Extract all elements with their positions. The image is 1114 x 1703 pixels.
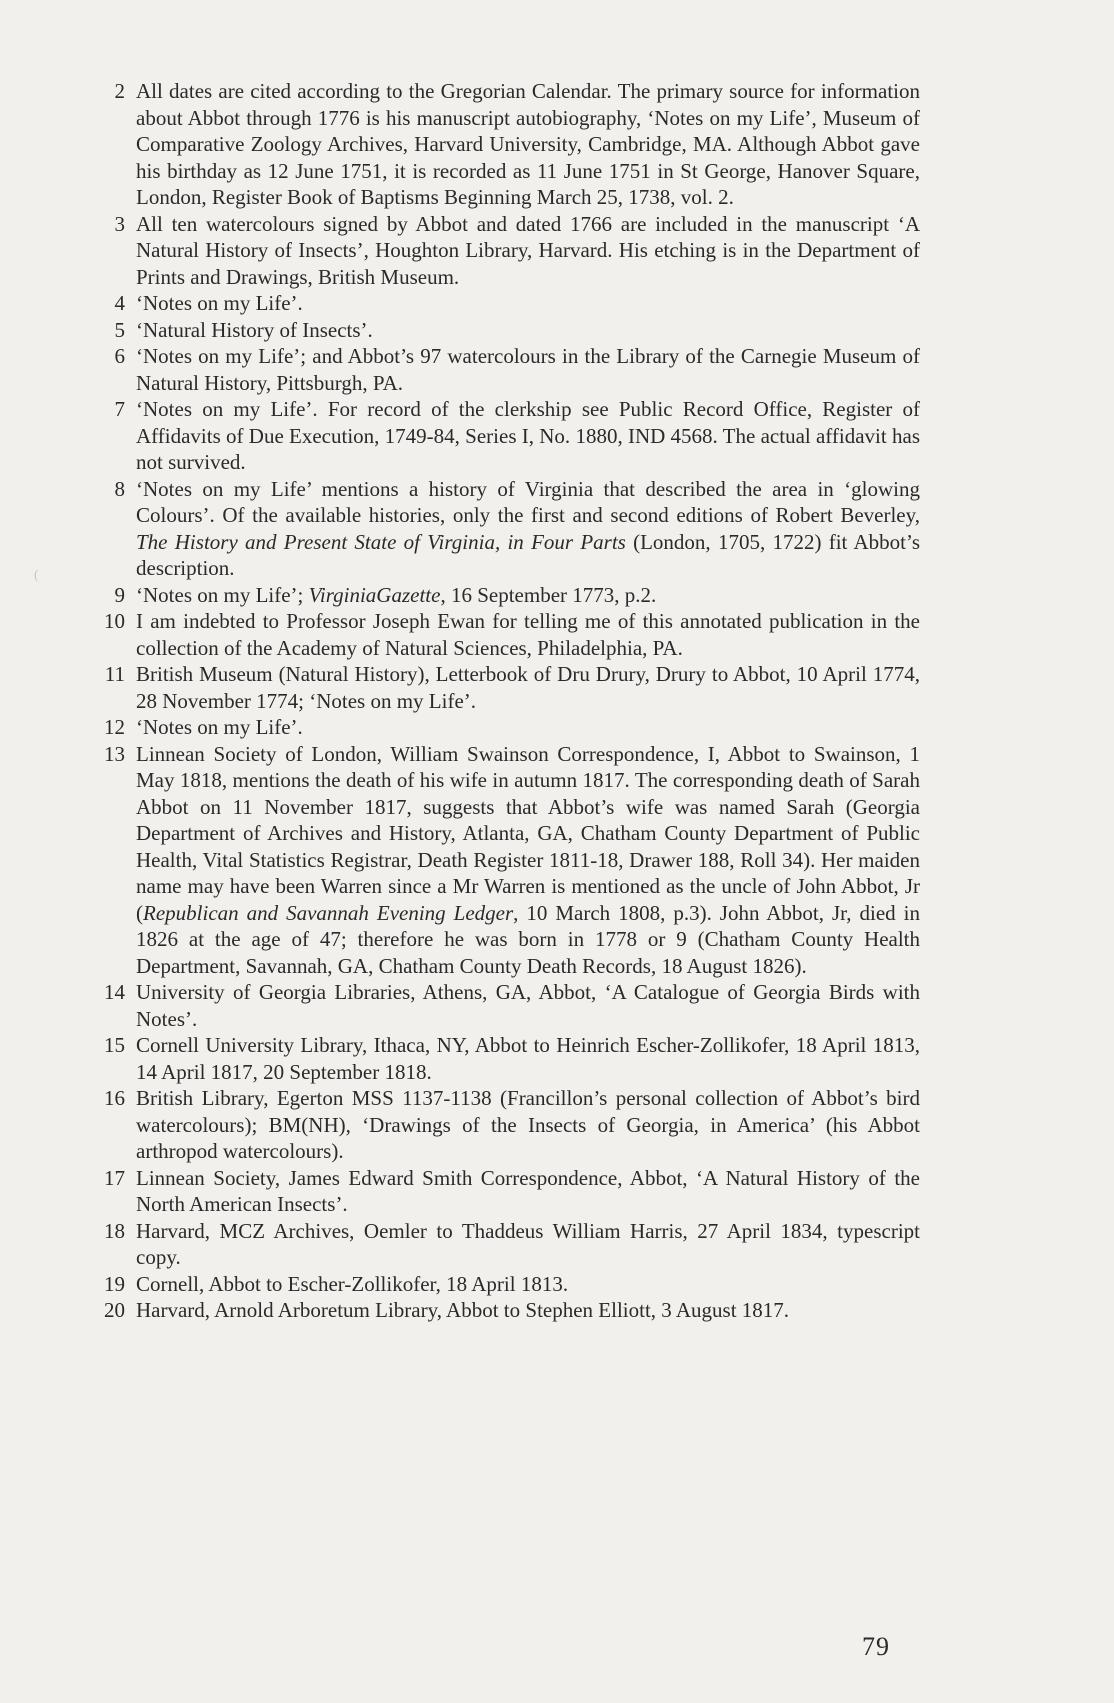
endnote-text-segment: Linnean Society of London, William Swainson Correspondence, I, Abbot to Swainson, 1 May 1818, mentions the death of his wife in autumn 1817. The corresponding death of Sarah Abbot on 11 November 1817, suggests that Abbot’s wife was named Sarah (Georgia Department of Archives and History, Atlanta, GA, Chatham County Department of Public Health, Vital Statistics Registrar, Death Register 1811-18, Drawer 188, Roll 34). Her maiden name may have been Warren since a Mr Warren is mentioned as the uncle of John Abbot, Jr (: [136, 741, 920, 925]
italic-title: VirginiaGazette: [308, 582, 441, 607]
endnote-text-segment: Cornell University Library, Ithaca, NY, Abbot to Heinrich Escher-Zollikofer, 18 April 1813, 14 April 1817, 20 September 1818.: [136, 1033, 920, 1084]
endnote-number: 18: [104, 1218, 125, 1243]
endnote-text: [136, 582, 920, 609]
endnote-text-segment: ‘Notes on my Life’; and Abbot’s 97 watercolours in the Library of the Carnegie Museum of Natural History, Pittsburgh, PA.: [136, 344, 920, 395]
endnote-text: [136, 476, 920, 582]
endnote-number: 19: [104, 1271, 125, 1296]
endnote-text-segment: ‘Notes on my Life’ mentions a history of Virginia that described the area in ‘glowing Colours’. Of the available histories, only the first and second editions of Robert Beverley,: [136, 476, 920, 527]
endnote-text-segment: I am indebted to Professor Joseph Ewan for telling me of this annotated publication in the collection of the Academy of Natural Sciences, Philadelphia, PA.: [136, 609, 920, 660]
endnote-text-segment: ‘Notes on my Life’.: [136, 715, 303, 739]
endnotes-list: [98, 78, 920, 1324]
endnote-text-segment: Linnean Society, James Edward Smith Correspondence, Abbot, ‘A Natural History of the North American Insects’.: [136, 1165, 920, 1216]
endnote: [98, 582, 920, 609]
endnote-text: [136, 1297, 920, 1324]
endnote-text: [136, 608, 920, 661]
endnote-text-segment: ‘Notes on my Life’. For record of the clerkship see Public Record Office, Register of Affidavits of Due Execution, 1749-84, Series I, No. 1880, IND 4568. The actual affidavit has not survived.: [136, 397, 920, 474]
endnote: [98, 1218, 920, 1271]
endnote-text-segment: British Museum (Natural History), Letterbook of Dru Drury, Drury to Abbot, 10 April 1774, 28 November 1774; ‘Notes on my Life’.: [136, 662, 920, 713]
endnote-text: [136, 396, 920, 476]
endnote-number: 13: [104, 741, 125, 766]
endnote-text-segment: ‘Notes on my Life’.: [136, 291, 303, 315]
endnote-text: [136, 714, 920, 741]
endnote-number: 4: [114, 291, 125, 315]
italic-title: Republican and Savannah Evening Ledger: [143, 900, 514, 925]
endnote-text-segment: University of Georgia Libraries, Athens, GA, Abbot, ‘A Catalogue of Georgia Birds with Notes’.: [136, 980, 920, 1031]
endnote-number: 8: [114, 476, 125, 501]
endnote-number: 10: [104, 609, 125, 633]
endnote-text: [136, 78, 920, 211]
endnote-number: 9: [114, 582, 125, 607]
endnote: [98, 1032, 920, 1085]
endnote-text-segment: Harvard, MCZ Archives, Oemler to Thaddeus William Harris, 27 April 1834, typescript copy.: [136, 1218, 920, 1269]
endnote-number: 7: [114, 397, 125, 421]
endnote: [98, 317, 920, 344]
endnote-text-segment: British Library, Egerton MSS 1137-1138 (Francillon’s personal collection of Abbot’s bird watercolours); BM(NH), ‘Drawings of the Insects of Georgia, in America’ (his Abbot arthropod watercolours).: [136, 1086, 920, 1163]
endnote-text-segment: (London, 1705, 1722) fit Abbot’s description.: [136, 529, 920, 580]
endnote-text-segment: ‘Natural History of Insects’.: [136, 317, 373, 342]
endnote-text: [136, 290, 920, 317]
endnote: [98, 741, 920, 980]
endnote: [98, 211, 920, 291]
endnote-number: 14: [104, 980, 125, 1004]
endnote: [98, 608, 920, 661]
endnote-text: [136, 1165, 920, 1218]
endnote-text: [136, 1271, 920, 1298]
margin-mark: (: [34, 568, 39, 583]
endnote-text-segment: Harvard, Arnold Arboretum Library, Abbot to Stephen Elliott, 3 August 1817.: [136, 1298, 790, 1322]
endnote-text: [136, 343, 920, 396]
endnote-number: 15: [104, 1033, 125, 1057]
endnote-text: [136, 1085, 920, 1165]
endnote-text: [136, 661, 920, 714]
endnote-number: 20: [104, 1298, 125, 1322]
endnote-text: [136, 1218, 920, 1271]
endnote-text: [136, 317, 920, 344]
endnote-text-segment: All dates are cited according to the Gregorian Calendar. The primary source for information about Abbot through 1776 is his manuscript autobiography, ‘Notes on my Life’, Museum of Comparative Zoology Archives, Harvard University, Cambridge, MA. Although Abbot gave his birthday as 12 June 1751, it is recorded as 11 June 1751 in St George, Hanover Square, London, Register Book of Baptisms Beginning March 25, 1738, vol. 2.: [136, 79, 920, 209]
endnote-number: 5: [114, 317, 125, 342]
endnote: [98, 1085, 920, 1165]
endnote-text-segment: , 16 September 1773, p.2.: [440, 582, 657, 607]
endnote-text-segment: All ten watercolours signed by Abbot and dated 1766 are included in the manuscript ‘A Natural History of Insects’, Houghton Library, Harvard. His etching is in the Department of Prints and Drawings, British Museum.: [136, 211, 920, 289]
endnote: [98, 1297, 920, 1324]
endnote-number: 11: [104, 662, 125, 686]
endnote-text-segment: ‘Notes on my Life’;: [136, 582, 309, 607]
endnote: [98, 343, 920, 396]
endnote-text: [136, 1032, 920, 1085]
italic-title: The History and Present State of Virginia, in Four Parts: [136, 529, 626, 554]
endnote-number: 16: [104, 1086, 125, 1110]
endnote-number: 3: [114, 211, 125, 236]
endnote-number: 17: [104, 1165, 125, 1190]
endnote-number: 12: [104, 715, 125, 739]
endnote: [98, 979, 920, 1032]
endnote: [98, 714, 920, 741]
page-number: 79: [862, 1632, 890, 1661]
endnote: [98, 1271, 920, 1298]
endnote: [98, 1165, 920, 1218]
endnote-number: 6: [114, 344, 125, 368]
endnote-text-segment: Cornell, Abbot to Escher-Zollikofer, 18 April 1813.: [136, 1271, 569, 1296]
endnote: [98, 290, 920, 317]
endnote-text: [136, 979, 920, 1032]
endnote-text: [136, 741, 920, 980]
endnote-text-segment: , 10 March 1808, p.3). John Abbot, Jr, died in 1826 at the age of 47; therefore he was born in 1778 or 9 (Chatham County Health Department, Savannah, GA, Chatham County Death Records, 18 August 1826).: [136, 900, 920, 978]
endnote: [98, 78, 920, 211]
endnote: [98, 476, 920, 582]
endnote: [98, 396, 920, 476]
endnote-text: [136, 211, 920, 291]
endnote: [98, 661, 920, 714]
endnote-number: 2: [114, 79, 125, 103]
